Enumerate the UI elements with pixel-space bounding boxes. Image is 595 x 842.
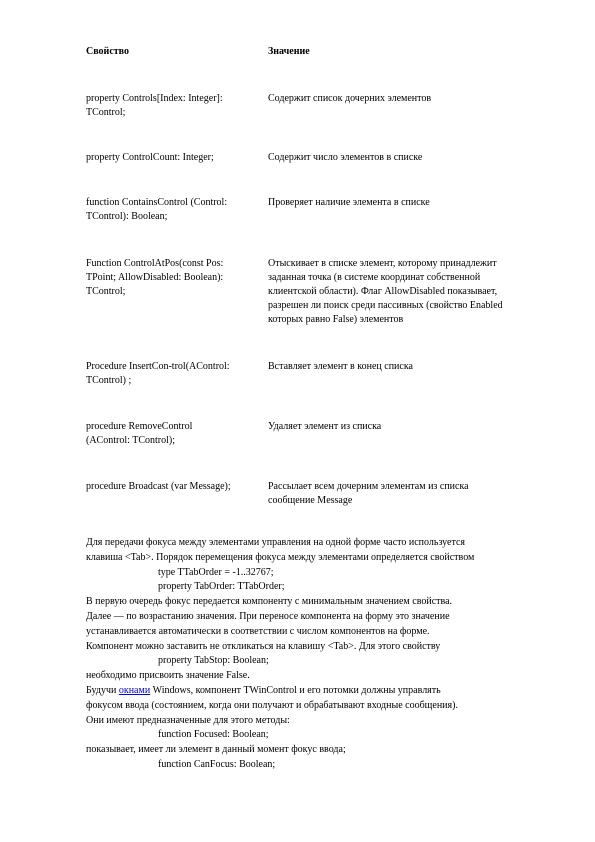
row-6-value: Удаляет элемент из списка xyxy=(268,421,382,432)
row-7-value: Рассылает всем дочерним элементам из списка сообщение Message xyxy=(268,481,469,506)
code-line: property TabStop: Boolean; xyxy=(158,655,269,667)
row-4-value: Отыскивает в списке элемент, которому принадлежит заданная точка (в системе координат собственной клиентской области). Флаг AllowDisabled показывает, разрешен ли поиск среди пассивных (свойство Enabled которых равно False) элементов xyxy=(268,258,503,325)
body-text xyxy=(86,536,566,773)
row-2-property: property ControlCount: Integer; xyxy=(86,152,214,163)
body-line: В первую очередь фокус передается компоненту с минимальным значением свойства. xyxy=(86,596,453,608)
code-line: function CanFocus: Boolean; xyxy=(158,758,276,770)
body-line: фокусом ввода (состоянием, когда они получают и обрабатывают входные сообщения). xyxy=(86,699,458,711)
code-line: function Focused: Boolean; xyxy=(158,729,269,741)
windows-link[interactable]: окнами xyxy=(118,684,151,696)
code-line: property TabOrder: TTabOrder; xyxy=(158,581,285,593)
body-line: Далее — по возрастанию значения. При переносе компонента на форму это значение xyxy=(86,610,450,622)
row-7-property: procedure Broadcast (var Message); xyxy=(86,481,231,492)
row-3-property: function ContainsControl (Control: TControl): Boolean; xyxy=(86,197,228,222)
body-line: клавиша <Tab>. Порядок перемещения фокуса между элементами определяется свойством xyxy=(86,551,475,563)
body-line: необходимо присвоить значение False. xyxy=(86,670,250,682)
body-line: Для передачи фокуса между элементами управления на одной форме часто используется xyxy=(86,537,466,548)
body-line-end: Windows, компонент TWinControl и его потомки должны управлять xyxy=(150,684,441,696)
header-property: Свойство xyxy=(86,46,129,57)
row-1-value: Содержит список дочерних элементов xyxy=(268,93,432,104)
row-4-property: Function ControlAtPos(const Pos: TPoint; AllowDisabled: Boolean): TControl; xyxy=(86,258,224,297)
body-line-start: Будучи xyxy=(86,684,119,696)
row-6-property: procedure RemoveControl (AControl: TControl); xyxy=(86,421,193,446)
row-1-property: property Controls[Index: Integer]: TControl; xyxy=(86,93,223,118)
body-line: Компонент можно заставить не откликаться на клавишу <Tab>. Для этого свойству xyxy=(86,640,441,652)
row-3-value: Проверяет наличие элемента в списке xyxy=(268,197,430,208)
body-line: Они имеют предназначенные для этого методы: xyxy=(86,714,290,726)
body-line: устанавливается автоматически в соответствии с числом компонентов на форме. xyxy=(86,625,430,637)
body-line xyxy=(86,684,566,699)
header-value: Значение xyxy=(268,46,310,57)
row-5-value: Вставляет элемент в конец списка xyxy=(268,361,413,372)
row-2-value: Содержит число элементов в списке xyxy=(268,152,423,163)
row-5-property: Procedure InsertCon-trol(AControl: TControl) ; xyxy=(86,361,230,386)
code-line: type TTabOrder = -1..32767; xyxy=(158,566,274,578)
body-line: показывает, имеет ли элемент в данный момент фокус ввода; xyxy=(86,744,346,756)
